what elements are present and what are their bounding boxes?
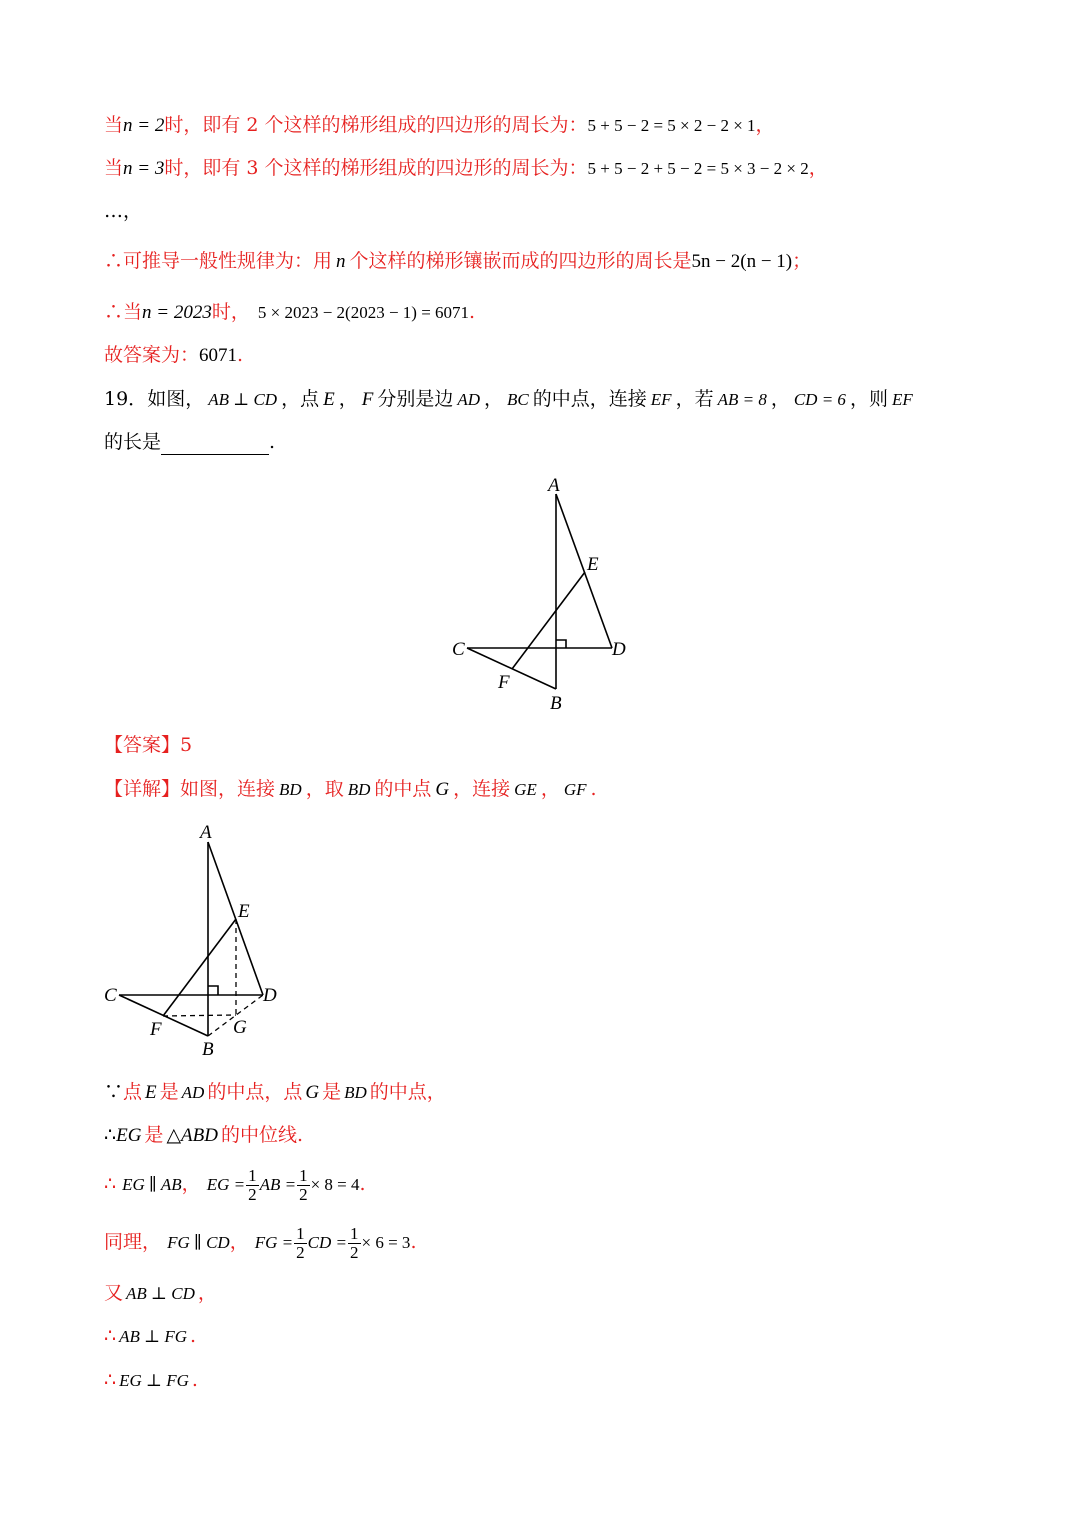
- text: ，: [755, 114, 775, 136]
- text: ，: [808, 157, 828, 179]
- math: BD: [279, 780, 302, 799]
- solution-line-1: [104, 1079, 446, 1106]
- numerator: 1: [248, 1165, 257, 1185]
- denominator: 2: [248, 1184, 257, 1204]
- math: BD: [344, 1083, 367, 1102]
- segment-fg: [163, 1015, 236, 1016]
- text: 又: [104, 1282, 124, 1304]
- label-e: E: [587, 554, 599, 575]
- fraction: [246, 1167, 259, 1204]
- math: × 8 = 4: [310, 1175, 360, 1194]
- text: 时，即有 2 个这样的梯形组成的四边形的周长为：: [164, 114, 588, 136]
- text: 的中点: [374, 778, 432, 800]
- math: EG =: [206, 1175, 246, 1194]
- label-g: G: [233, 1017, 247, 1038]
- text: ，若: [675, 388, 714, 410]
- text: .: [359, 1173, 366, 1195]
- segment-ad: [208, 842, 263, 995]
- fraction: [294, 1225, 307, 1262]
- math: n: [336, 251, 346, 272]
- numerator: 1: [350, 1223, 359, 1243]
- fraction: [348, 1225, 361, 1262]
- line-answer-prev: [104, 342, 243, 369]
- text: .: [237, 344, 244, 366]
- math: AB ⊥ CD: [208, 390, 278, 409]
- fraction: [297, 1167, 310, 1204]
- answer-blank: [161, 436, 269, 455]
- text: ∴可推导一般性规律为：用: [104, 250, 333, 272]
- math: BC: [507, 390, 529, 409]
- text: ，: [181, 1173, 201, 1195]
- text: 是: [322, 1081, 342, 1103]
- text: 分别是边: [377, 388, 454, 410]
- math: EG ⊥ FG: [119, 1371, 189, 1390]
- segment-ef: [512, 572, 585, 669]
- math: AB =: [259, 1175, 297, 1194]
- text: ，: [197, 1282, 217, 1304]
- label-b: B: [550, 693, 562, 714]
- solution-line-6: [104, 1323, 196, 1350]
- text: ，: [229, 1231, 249, 1253]
- text: 的中点，: [369, 1081, 446, 1103]
- text: 是: [144, 1124, 164, 1146]
- therefore-symbol: ∴: [104, 1124, 117, 1146]
- text: 时，即有 3 个这样的梯形组成的四边形的周长为：: [164, 157, 588, 179]
- question-number: 19．: [104, 388, 148, 410]
- label-d: D: [612, 639, 626, 660]
- math: n = 2023: [142, 302, 212, 323]
- math: △ABD: [166, 1125, 218, 1146]
- label-c: C: [452, 639, 465, 660]
- math: CD = 6: [793, 390, 846, 409]
- figure-1: [440, 470, 640, 715]
- solution-line-5: [104, 1280, 217, 1307]
- because-symbol: ∵: [104, 1081, 124, 1103]
- text: 如图，连接: [180, 778, 276, 800]
- answer-line: [104, 732, 192, 758]
- math: AD: [181, 1083, 205, 1102]
- math: CD =: [307, 1233, 347, 1252]
- math: EF: [891, 390, 913, 409]
- text: 是: [159, 1081, 179, 1103]
- math: E: [145, 1082, 157, 1103]
- answer-label: 【答案】: [104, 734, 181, 756]
- text: …，: [104, 200, 143, 222]
- math: 5 + 5 − 2 + 5 − 2 = 5 × 3 − 2 × 2: [587, 159, 809, 178]
- text: 个这样的梯形镶嵌而成的四边形的周长是: [349, 250, 692, 272]
- text: ，: [540, 778, 560, 800]
- text: 故答案为：: [104, 344, 200, 366]
- text: .: [590, 778, 597, 800]
- math: 6071: [199, 345, 238, 366]
- question-19-line2: [104, 429, 275, 455]
- text: .: [190, 1325, 197, 1347]
- math: FG ∥ CD: [167, 1233, 230, 1252]
- text: ；: [792, 250, 812, 272]
- label-d: D: [263, 985, 277, 1006]
- text: ，取: [305, 778, 344, 800]
- math: F: [361, 389, 374, 410]
- math: G: [435, 779, 450, 800]
- label-e: E: [238, 901, 250, 922]
- math: BD: [347, 780, 371, 799]
- text: 的中点，连接: [532, 388, 647, 410]
- math: G: [305, 1082, 320, 1103]
- segment-ef: [163, 919, 236, 1016]
- text: ，: [770, 388, 790, 410]
- text: 时，: [211, 301, 250, 323]
- line-ellipsis: [104, 198, 142, 224]
- text: .: [191, 1369, 198, 1391]
- text: ，连接: [453, 778, 511, 800]
- text: ，: [338, 388, 358, 410]
- denominator: 2: [299, 1184, 308, 1204]
- solution-line-2: [104, 1122, 303, 1149]
- text: ，: [484, 388, 504, 410]
- label-f: F: [498, 672, 510, 693]
- right-angle-mark: [556, 640, 566, 648]
- line-n3: [104, 155, 828, 182]
- therefore-symbol: ∴: [104, 1325, 117, 1347]
- text: 的中位线.: [220, 1124, 304, 1146]
- line-n2023: [104, 299, 475, 326]
- math: GF: [563, 780, 587, 799]
- text: 的长是: [104, 431, 162, 453]
- text: .: [269, 431, 276, 453]
- math: 5 + 5 − 2 = 5 × 2 − 2 × 1: [587, 116, 756, 135]
- text: 点: [123, 1081, 143, 1103]
- right-angle-mark: [208, 986, 218, 995]
- math: 5n − 2(n − 1): [691, 251, 793, 272]
- text: 的中点，点: [207, 1081, 303, 1103]
- numerator: 1: [296, 1223, 305, 1243]
- math: AB ⊥ FG: [119, 1327, 188, 1346]
- therefore-symbol: ∴: [104, 1369, 117, 1391]
- math: AB ⊥ CD: [126, 1284, 195, 1303]
- text: 当: [104, 157, 124, 179]
- text: 同理，: [104, 1231, 162, 1253]
- segment-ad: [556, 494, 612, 648]
- detail-label: 【详解】: [104, 778, 181, 800]
- label-a: A: [200, 822, 212, 843]
- math: EG ∥ AB: [122, 1175, 182, 1194]
- text: 如图，: [147, 388, 205, 410]
- answer-value: 5: [180, 734, 193, 756]
- therefore-symbol: ∴: [104, 1173, 117, 1195]
- math: E: [323, 389, 335, 410]
- math: AB = 8: [717, 390, 767, 409]
- text: 当: [104, 114, 124, 136]
- denominator: 2: [350, 1242, 359, 1262]
- math: GE: [514, 780, 537, 799]
- math: EG: [116, 1125, 142, 1146]
- label-a: A: [548, 475, 560, 496]
- text: ，则: [849, 388, 888, 410]
- solution-line-3: [104, 1162, 366, 1207]
- text: .: [410, 1231, 417, 1253]
- label-f: F: [150, 1019, 162, 1040]
- detail-line: [104, 776, 597, 803]
- math: n = 3: [123, 158, 165, 179]
- math: AD: [457, 390, 481, 409]
- question-19-line1: [104, 386, 913, 413]
- label-c: C: [104, 985, 117, 1006]
- figure-2: [98, 818, 288, 1063]
- math: × 6 = 3: [361, 1233, 411, 1252]
- numerator: 1: [299, 1165, 308, 1185]
- text: ∴当: [104, 301, 143, 323]
- solution-line-4: [104, 1220, 416, 1265]
- text: ，点: [281, 388, 320, 410]
- text: .: [469, 301, 476, 323]
- line-general-rule: [104, 248, 811, 275]
- math: n = 2: [123, 115, 165, 136]
- math: EF: [650, 390, 672, 409]
- math: 5 × 2023 − 2(2023 − 1) = 6071: [257, 303, 470, 322]
- line-n2: [104, 112, 775, 139]
- solution-line-7: [104, 1367, 198, 1394]
- label-b: B: [202, 1039, 214, 1060]
- denominator: 2: [296, 1242, 305, 1262]
- math: FG =: [254, 1233, 294, 1252]
